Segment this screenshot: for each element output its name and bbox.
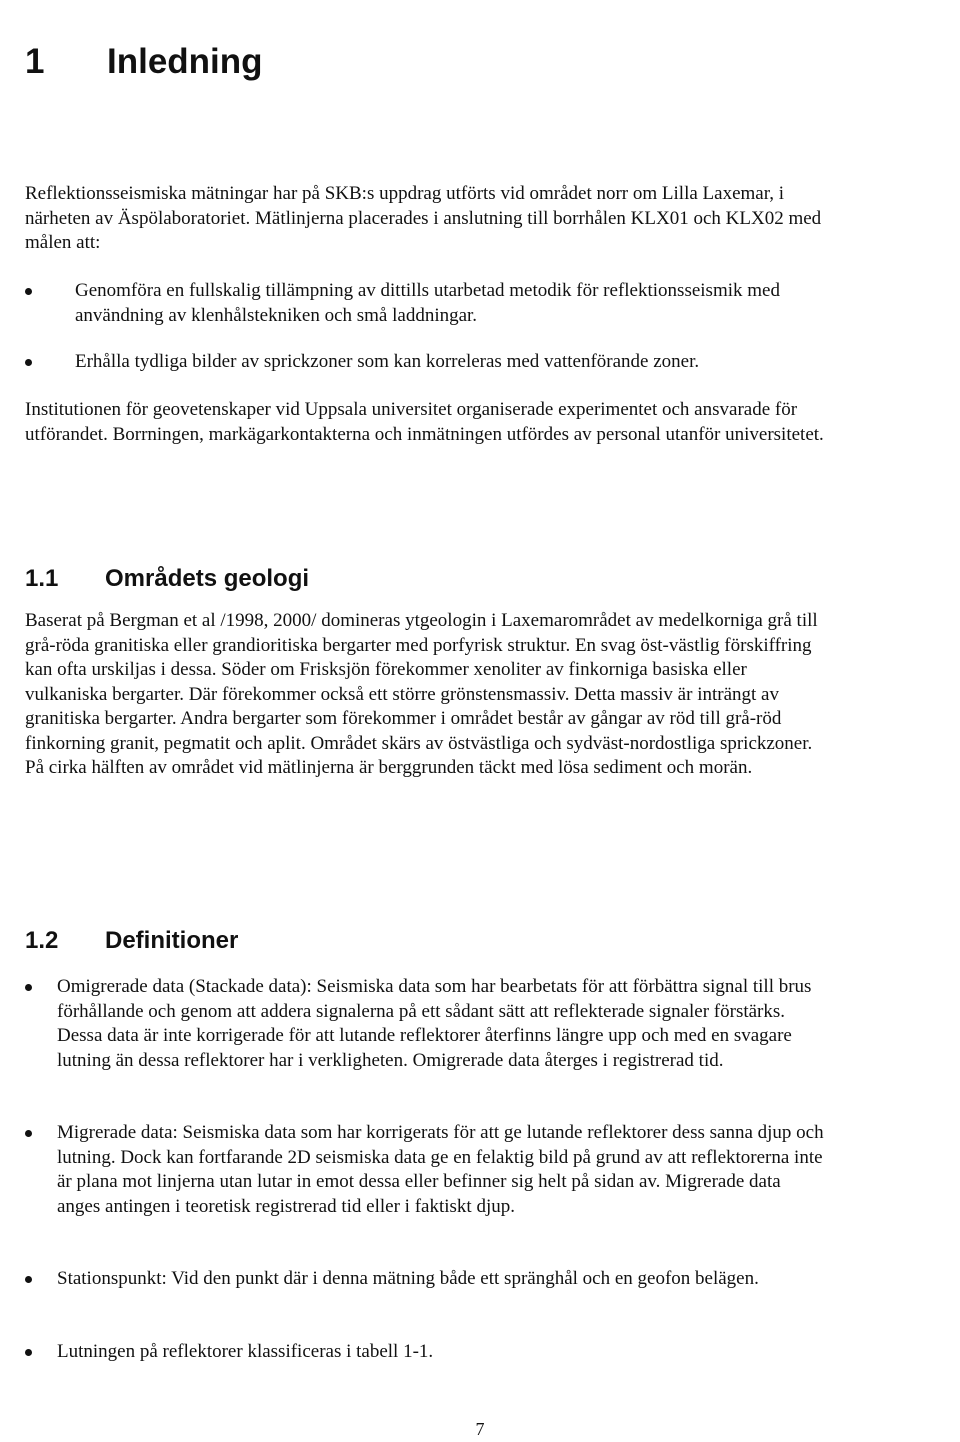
geologi-paragraph: Baserat på Bergman et al /1998, 2000/ domineras ytgeologin i Laxemarområdet av medelkorniga grå till grå-röda granitiska eller grandioritiska bergarter med porfyrisk struktur. En svag öst-västlig förskiffring kan ofta urskiljas i dessa. Söder om Frisksjön förekommer xenoliter av finkorniga basiska eller vulkaniska bergarter. Där förekommer också ett större grönstensmassiv. Detta massiv är inträngt av granitiska bergarter. Andra bergarter som förekommer i området består av gångar av röd till grå-röd finkorning granit, pegmatit och aplit. Området skärs av östvästliga och sydväst-nordostliga sprickzoner. På cirka hälften av området vid mätlinjerna är berggrunden täckt med lösa sediment och morän. <box>25 610 818 778</box>
chapter-title: Inledning <box>107 42 263 81</box>
section-number: 1.1 <box>25 565 59 592</box>
intro-bullet-1: Genomföra en fullskalig tillämpning av dittills utarbetad metodik för reflektionsseismik med användning av klenhålstekniken och små laddningar. <box>75 280 780 326</box>
bullet-marker <box>25 283 39 297</box>
definition-item-1: Omigrerade data (Stackade data): Seismiska data som har bearbetats för att förbättra signal till brus förhållande och genom att addera signalerna på ett sådant sätt att reflekterade signaler förstärks. Dessa data är inte korrigerade för att lutande reflektorer återfinns längre upp och med en svagare lutning än dessa reflektorer har i verkligheten. Omigrerade data återges i registrerad tid. <box>57 976 812 1071</box>
bullet-marker <box>25 354 39 368</box>
definition-item-2: Migrerade data: Seismiska data som har korrigerats för att ge lutande reflektorer dess sanna djup och lutning. Dock kan fortfarande 2D seismiska data ge en felaktig bild på grund av att reflektorerna inte är plana mot linjerna utan lutar in emot dessa eller befinner sig helt på sidan av. Migrerade data anges antingen i teoretisk registrerad tid eller i faktiskt djup. <box>57 1122 824 1217</box>
chapter-heading <box>25 38 263 86</box>
intro-bullet-2: Erhålla tydliga bilder av sprickzoner som kan korreleras med vattenförande zoner. <box>75 351 700 372</box>
bullet-marker <box>25 979 39 993</box>
definition-item-3: Stationspunkt: Vid den punkt där i denna mätning både ett spränghål och en geofon belägen. <box>57 1268 759 1289</box>
chapter-number: 1 <box>25 42 45 81</box>
bullet-marker <box>25 1271 39 1285</box>
section-number: 1.2 <box>25 927 59 954</box>
bullet-marker <box>25 1344 39 1358</box>
intro-paragraph: Reflektionsseismiska mätningar har på SKB:s uppdrag utförts vid området norr om Lilla Laxemar, i närheten av Äspölaboratoriet. Mätlinjerna placerades i anslutning till borrhålen KLX01 och KLX02 med målen att: <box>25 183 822 253</box>
bullet-marker <box>25 1125 39 1139</box>
section-heading-definitioner <box>25 925 238 957</box>
intro-paragraph-2: Institutionen för geovetenskaper vid Uppsala universitet organiserade experimentet och ansvarade för utförandet. Borrningen, markägarkontakterna och inmätningen utfördes av personal utanför universitetet. <box>25 399 824 445</box>
section-title: Områdets geologi <box>105 565 310 592</box>
section-heading-geologi <box>25 563 309 595</box>
section-title: Definitioner <box>105 927 239 954</box>
page-number: 7 <box>475 1419 485 1439</box>
definition-item-4: Lutningen på reflektorer klassificeras i tabell 1-1. <box>57 1341 434 1362</box>
